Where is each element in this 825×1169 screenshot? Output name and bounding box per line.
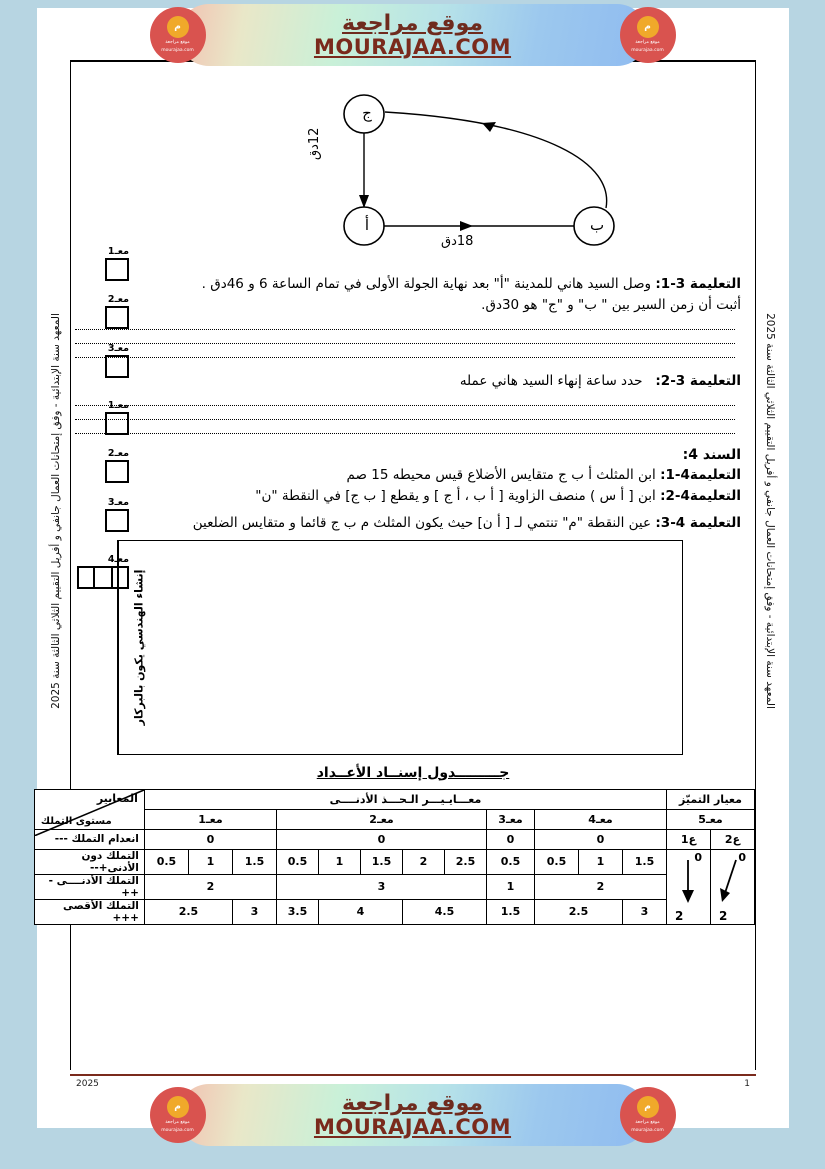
criteria-header-4: معـ4 <box>535 809 667 829</box>
score-cell-c2: 3.5 <box>277 899 319 924</box>
question-3-1-line-2: أثبت أن زمن السير بين " ب" و "ج" هو 30دق. <box>481 296 741 313</box>
score-cell-c2: 2 <box>403 849 445 874</box>
excellence-subcol-2: ع2 <box>711 829 755 849</box>
watermark-latin: MOURAJAA.COM <box>313 1114 512 1139</box>
score-cell-c4: 2.5 <box>535 899 623 924</box>
criteria-corner-top-label: المعايير <box>96 791 138 805</box>
excellence-arrow-cell-2 <box>711 849 755 924</box>
page-footer <box>70 1074 756 1089</box>
score-cell-c2: 0.5 <box>277 849 319 874</box>
question-4-2-label: التعليمة4-2: <box>660 487 741 504</box>
down-arrow-icon <box>710 850 754 912</box>
grade-table-title <box>71 765 755 781</box>
logo-glyph: م <box>637 1096 659 1118</box>
rail-tag: معـ1 <box>107 246 129 257</box>
score-cell-c2: 3 <box>277 874 487 899</box>
score-cell-c3: 1 <box>487 874 535 899</box>
rail-tag: معـ3 <box>107 343 129 354</box>
page-side-label-left <box>45 246 67 776</box>
score-cell-c2: 1.5 <box>361 849 403 874</box>
section-4-title: السند 4: <box>682 446 741 463</box>
edge-jeem-alef-arrowhead <box>359 195 369 208</box>
grade-table-title-text: جـــــــــدول إسنــاد الأعــداد <box>316 764 510 781</box>
excellence-arrow-bottom-2: 2 <box>719 908 728 923</box>
score-cell-c4: 2 <box>535 874 667 899</box>
score-cell-c1: 1 <box>189 849 233 874</box>
answer-dotted-line[interactable] <box>75 419 735 420</box>
row-label-no-mastery: انعدام التملك --- <box>34 829 144 849</box>
score-cell-c4: 3 <box>623 899 667 924</box>
logo-caption-ar: موقع مراجعة <box>165 40 190 46</box>
min-criteria-group-header: معـــايـيـــر الـحـــذ الأدنــــى <box>144 789 666 809</box>
logo-caption-en: mourajaa.com <box>161 48 194 53</box>
page-side-label-right <box>759 246 781 776</box>
edge-alef-baa-arrowhead <box>460 221 473 231</box>
route-graph-diagram <box>71 74 755 274</box>
answer-dotted-line[interactable] <box>75 357 735 358</box>
criteria-corner-cell <box>34 789 144 829</box>
question-4-3-line <box>71 513 741 534</box>
answer-dotted-line[interactable] <box>75 329 735 330</box>
edge-label-12min: 12دق <box>307 127 322 160</box>
logo-glyph: م <box>167 1096 189 1118</box>
logo-glyph: م <box>637 16 659 38</box>
excellence-arrow-cell-1 <box>667 849 711 924</box>
excellence-group-header: معيار التميّز <box>667 789 755 809</box>
table-row-max-mastery <box>34 899 754 924</box>
score-cell-c1: 2.5 <box>144 899 232 924</box>
question-4-1-label: التعليمة4-1: <box>660 466 741 483</box>
criteria-header-3: معـ3 <box>487 809 535 829</box>
answer-dotted-line[interactable] <box>75 405 735 406</box>
criteria-header-5: معـ5 <box>667 809 755 829</box>
criteria-header-2: معـ2 <box>277 809 487 829</box>
excellence-arrow-bottom-1: 2 <box>675 908 684 923</box>
node-alef-label: أ <box>364 216 370 234</box>
score-cell-c3: 1.5 <box>487 899 535 924</box>
node-baa-label: ب <box>589 216 605 234</box>
node-jeem-label: ج <box>362 104 372 122</box>
logo-caption-en: mourajaa.com <box>631 48 664 53</box>
side-label-text: المعهد سنة الإبتدائية - وفق إمتحانات العمال جانفي و أفريل التقييم الثلاثي الثالثة سنة 2025 <box>763 313 776 709</box>
logo-caption-ar: موقع مراجعة <box>635 40 660 46</box>
question-3-2-text: حدد ساعة إنهاء السيد هاني عمله <box>459 372 643 389</box>
document-page <box>37 8 789 1128</box>
question-block-3-1 <box>71 274 755 358</box>
watermark-arabic: موقع مراجعة <box>342 11 483 37</box>
score-cell-c2: 1 <box>319 849 361 874</box>
score-cell-c2: 0 <box>277 829 487 849</box>
logo-caption-ar: موقع مراجعة <box>165 1120 190 1126</box>
row-label-min-mastery: التملك الأدنــــى -++ <box>34 874 144 899</box>
footer-right-text: 1 <box>744 1079 750 1089</box>
excellence-subcol-1: ع1 <box>667 829 711 849</box>
score-cell-c1: 3 <box>233 899 277 924</box>
logo-caption-en: mourajaa.com <box>161 1128 194 1133</box>
rail-tag: معـ1 <box>107 400 129 411</box>
score-cell-c1: 0.5 <box>144 849 188 874</box>
question-4-2-text: ابن [ أ س ) منصف الزاوية [ أ ب ، أ ج ] و يقطع [ ب ج] في النقطة "ن" <box>255 487 656 504</box>
question-4-3-label: التعليمة 4-3: <box>655 514 741 531</box>
score-cell-c3: 0.5 <box>487 849 535 874</box>
table-row-below-min <box>34 849 754 874</box>
edge-label-18min: 18دق <box>441 234 474 249</box>
question-4-3-text: عين النقطة "م" تنتمي لـ [ أ ن] حيث يكون المثلث م ب ج قائما و متقايس الضلعين <box>192 514 652 531</box>
drawing-instruction-text: إنشاء الهندسي يكون بالبركار <box>132 569 145 725</box>
rail-tag: معـ4 <box>107 554 129 565</box>
score-cell-c4: 0.5 <box>535 849 579 874</box>
rail-tag: معـ2 <box>107 448 129 459</box>
score-cell-c2: 4 <box>319 899 403 924</box>
drawing-answer-box[interactable] <box>117 540 683 755</box>
edge-baa-jeem <box>385 112 607 208</box>
score-cell-c4: 1 <box>579 849 623 874</box>
excellence-arrow-top-1: 0 <box>694 850 702 864</box>
logo-caption-en: mourajaa.com <box>631 1128 664 1133</box>
rail-tag: معـ2 <box>107 294 129 305</box>
score-cell-c1: 1.5 <box>233 849 277 874</box>
question-3-2-label: التعليمة 3-2: <box>655 372 741 389</box>
score-cell-c3: 0 <box>487 829 535 849</box>
drawing-instruction-label <box>118 541 158 754</box>
question-3-1-label: التعليمة 3-1: <box>655 276 741 292</box>
question-4-1-text: ابن المثلث أ ب ج متقايس الأضلاع قيس محيطه 15 صم <box>346 466 656 483</box>
question-4-2-line <box>71 486 741 507</box>
row-label-max-mastery: التملك الأقصى +++ <box>34 899 144 924</box>
table-row-min-mastery <box>34 874 754 899</box>
row-label-below-min: التملك دون الأدنى+-- <box>34 849 144 874</box>
criteria-corner-bottom-label: مستوى التملك <box>40 815 112 827</box>
question-block-3-2 <box>71 371 755 434</box>
question-3-1-text-1: وصل السيد هاني للمدينة "أ" بعد نهاية الجولة الأولى في تمام الساعة 6 و 46دق . <box>201 276 652 292</box>
grade-assignment-table <box>34 789 755 925</box>
answer-dotted-line[interactable] <box>75 343 735 344</box>
logo-glyph: م <box>167 16 189 38</box>
excellence-arrow-top-2: 0 <box>738 850 746 864</box>
edge-baa-jeem-arrowhead <box>482 122 496 132</box>
section-4-block <box>71 447 755 534</box>
route-graph-svg <box>69 74 755 274</box>
score-cell-c2: 4.5 <box>403 899 487 924</box>
question-3-2-line <box>71 371 741 392</box>
watermark-latin: MOURAJAA.COM <box>313 34 512 59</box>
score-cell-c4: 1.5 <box>623 849 667 874</box>
question-3-1-line-1 <box>71 274 741 295</box>
watermark-arabic: موقع مراجعة <box>342 1091 483 1117</box>
score-cell-c2: 2.5 <box>445 849 487 874</box>
rail-tag: معـ3 <box>107 497 129 508</box>
score-cell-c1: 0 <box>144 829 276 849</box>
criteria-header-1: معـ1 <box>144 809 276 829</box>
question-4-1-line <box>71 465 741 486</box>
score-cell-c4: 0 <box>535 829 667 849</box>
table-head-row-groups <box>34 789 754 809</box>
drawing-area-wrapper <box>71 540 755 755</box>
side-label-text: المعهد سنة الإبتدائية - وفق إمتحانات العمال جانفي و أفريل التقييم الثلاثي الثالثة سنة 2025 <box>49 313 62 709</box>
answer-dotted-line[interactable] <box>75 433 735 434</box>
down-arrow-icon <box>666 850 710 912</box>
logo-caption-ar: موقع مراجعة <box>635 1120 660 1126</box>
score-cell-c1: 2 <box>144 874 276 899</box>
footer-left-text: 2025 <box>76 1079 99 1089</box>
drawing-canvas[interactable] <box>158 541 682 754</box>
